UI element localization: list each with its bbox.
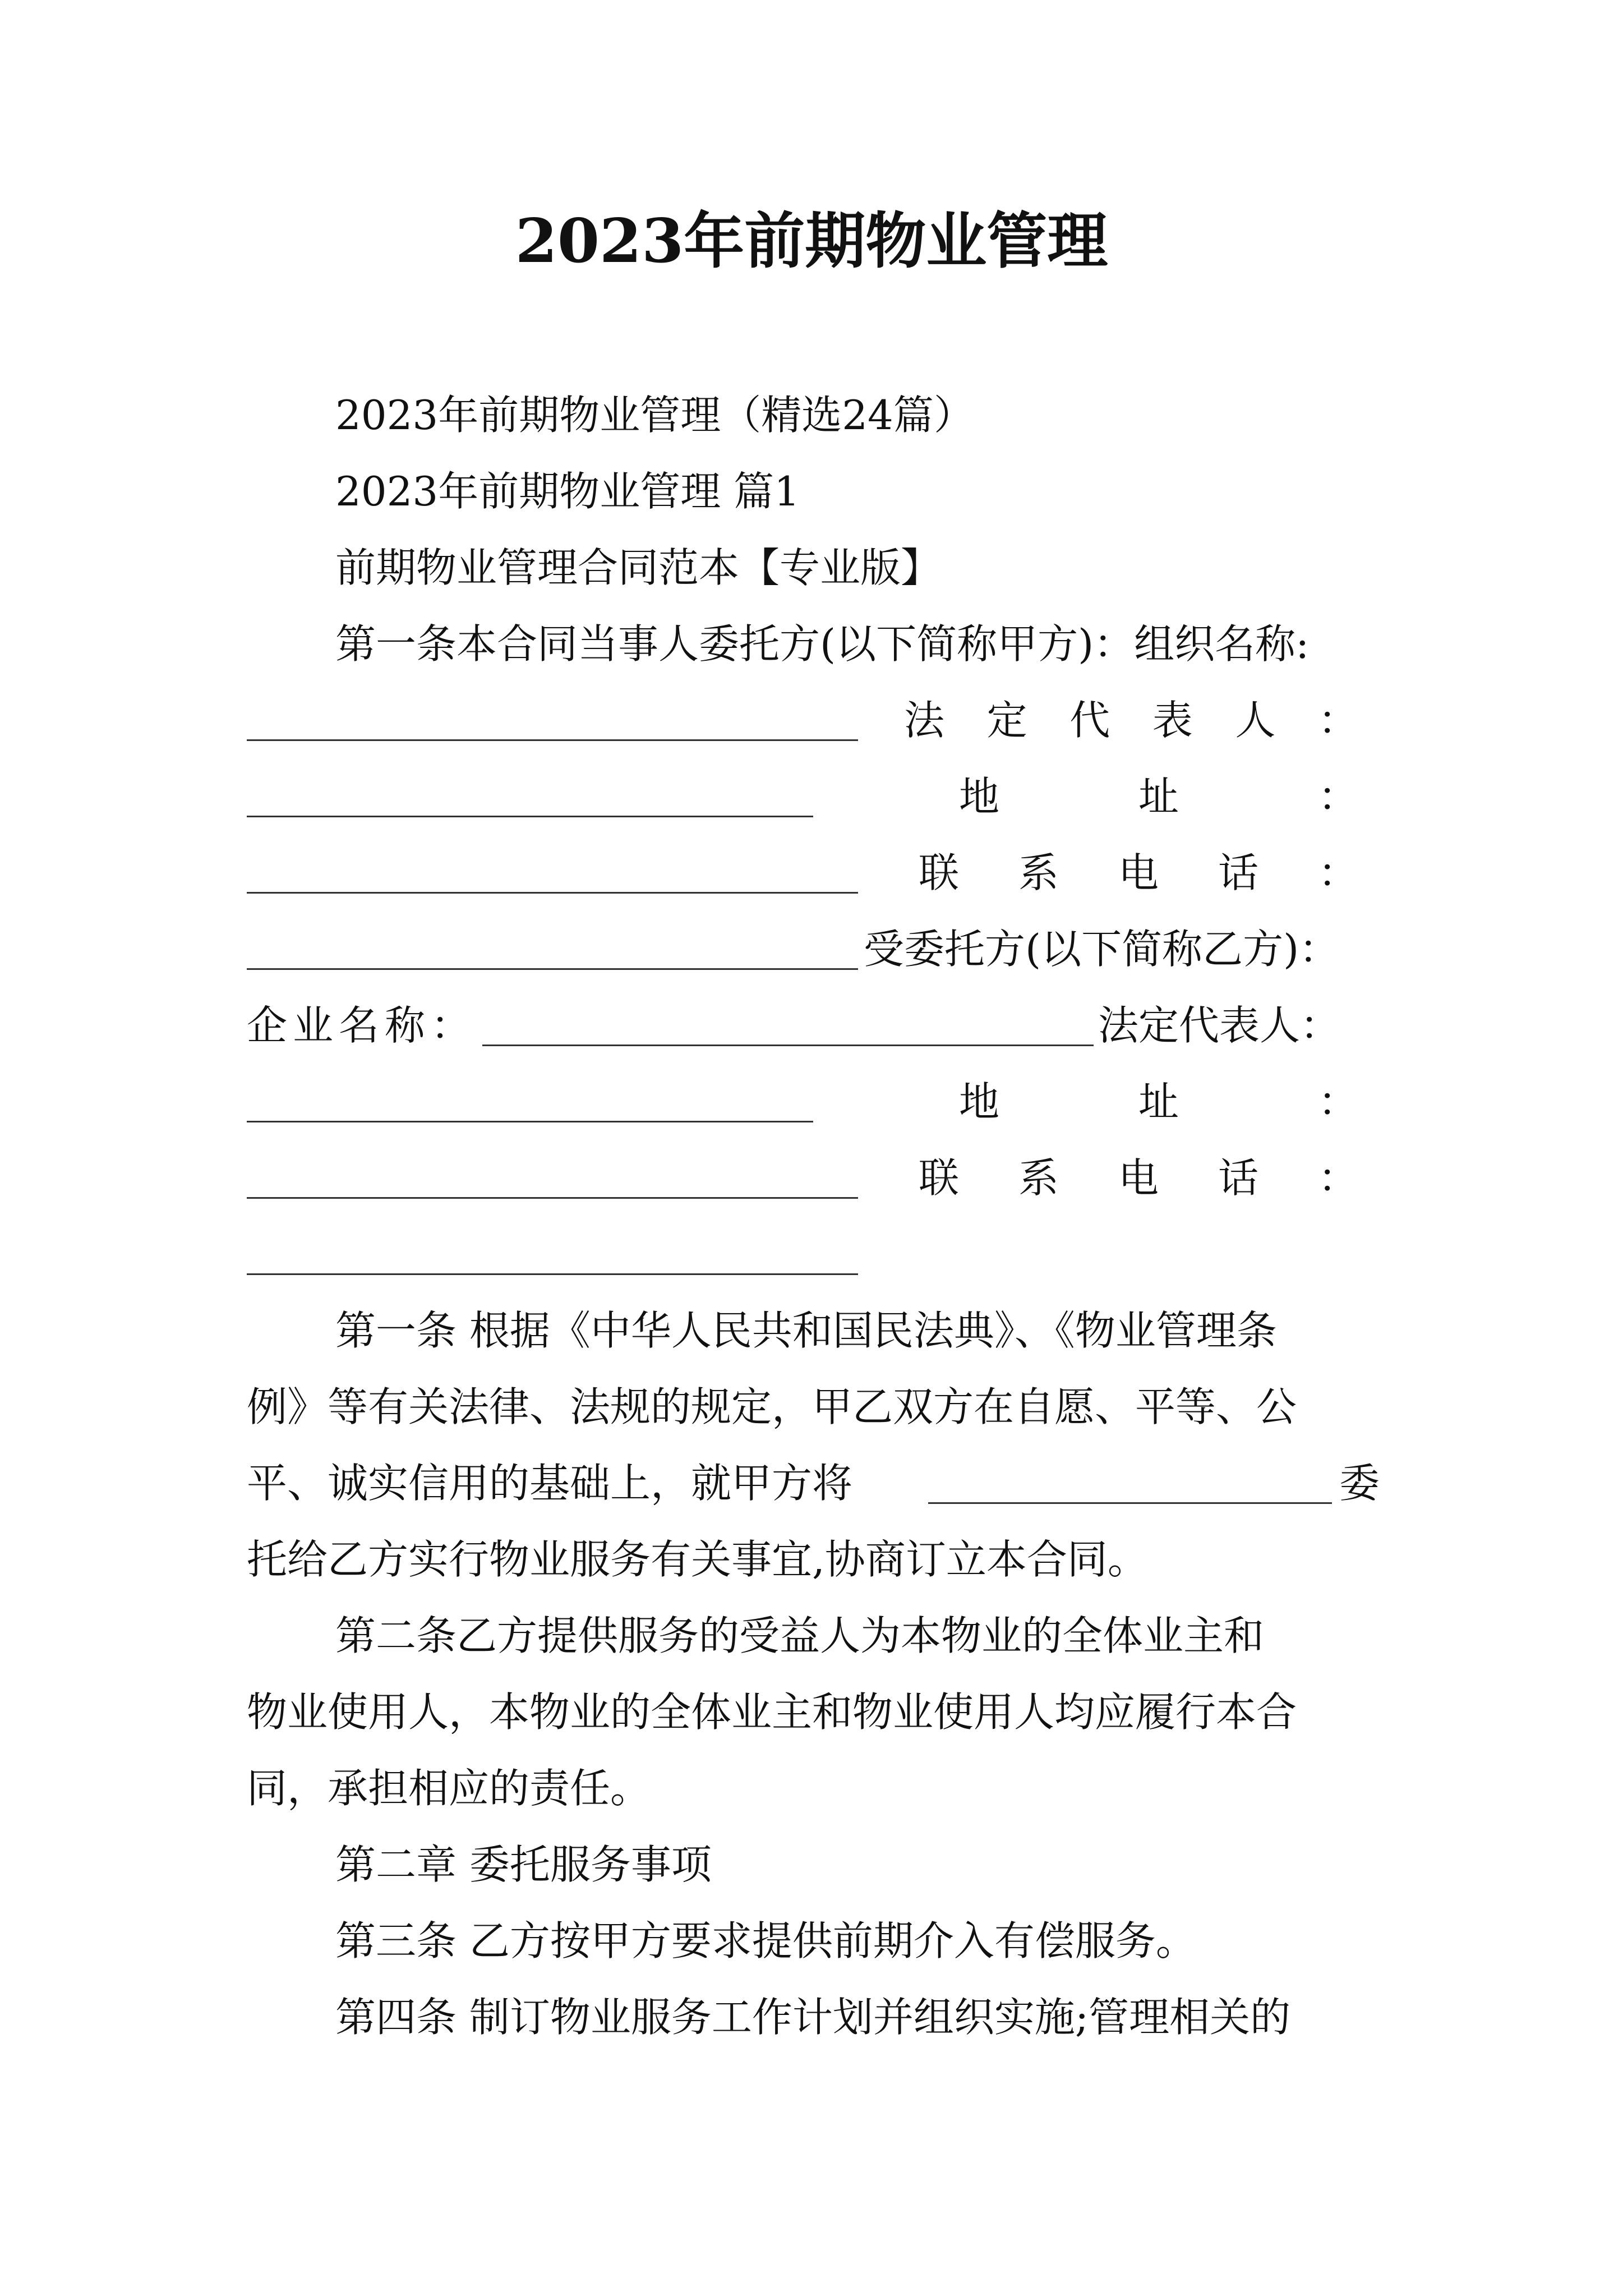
label-char: 定 [986,697,1027,744]
contract-title: 前期物业管理合同范本【专业版】 [335,544,942,591]
label-char: 人 [1235,697,1276,744]
blank-line [482,1045,1094,1046]
blank-line [247,816,813,817]
blank-line [247,1273,858,1275]
blank-line [247,739,858,741]
blank-line [247,968,858,970]
article-3: 第三条 乙方按甲方要求提供前期介入有偿服务。 [335,1917,1196,1964]
chapter-heading: 第二章 委托服务事项 [335,1841,712,1888]
party-a-intro: 第一条本合同当事人委托方(以下简称甲方)：组织名称: [335,620,1310,668]
para2-line3: 同，承担相应的责任。 [247,1765,651,1812]
label-char: 法 [904,697,945,744]
label-char: 电 [1118,849,1159,896]
label-char: ： [1317,849,1358,896]
label-char: ： [1317,697,1358,744]
label-char: 联 [919,1154,960,1202]
document-title: 2023年前期物业管理 [515,206,1108,277]
subtitle: 2023年前期物业管理（精选24篇） [335,392,974,439]
article-4: 第四条 制订物业服务工作计划并组织实施;管理相关的 [335,1994,1291,2041]
label-char: ： [1317,1078,1358,1125]
company-name-label: 企业名称： [247,1002,477,1049]
label-char: 话 [1218,849,1258,896]
phone-label-b [919,1150,1358,1206]
para1-line2: 例》等有关法律、法规的规定，甲乙双方在自愿、平等、公 [247,1383,1297,1430]
label-char: 表 [1152,697,1193,744]
section-heading: 2023年前期物业管理 篇1 [335,468,800,515]
address-label-b [959,1074,1358,1130]
para1-line1: 第一条 根据《中华人民共和国民法典》、《物业管理条 [335,1307,1277,1354]
address-label-a [959,769,1358,825]
label-char: 地 [959,773,1000,820]
label-char: 联 [919,849,960,896]
blank-line [247,892,858,894]
label-char: 电 [1118,1154,1159,1202]
label-char: 系 [1018,1154,1059,1202]
legal-rep-label-b: 法定代表人： [1098,1002,1341,1049]
label-char: 地 [959,1078,1000,1125]
blank-line [928,1502,1332,1504]
para2-line2: 物业使用人，本物业的全体业主和物业使用人均应履行本合 [247,1688,1297,1736]
blank-line [247,1121,813,1122]
label-char: ： [1317,1154,1358,1202]
label-char: 址 [1138,1078,1179,1125]
para1-line3-right: 委 [1339,1460,1380,1507]
blank-line [247,1197,858,1199]
label-char: 话 [1218,1154,1258,1202]
party-b-intro: 受委托方(以下简称乙方)： [864,926,1340,973]
para1-line3-left: 平、诚实信用的基础上，就甲方将 [247,1460,853,1507]
legal-rep-label-a [904,692,1358,748]
para1-line4: 托给乙方实行物业服务有关事宜,协商订立本合同。 [247,1536,1148,1583]
label-char: 代 [1069,697,1110,744]
para2-line1: 第二条乙方提供服务的受益人为本物业的全体业主和 [335,1612,1265,1659]
label-char: 址 [1138,773,1179,820]
label-char: ： [1317,773,1358,820]
label-char: 系 [1018,849,1059,896]
phone-label-a [919,845,1358,901]
